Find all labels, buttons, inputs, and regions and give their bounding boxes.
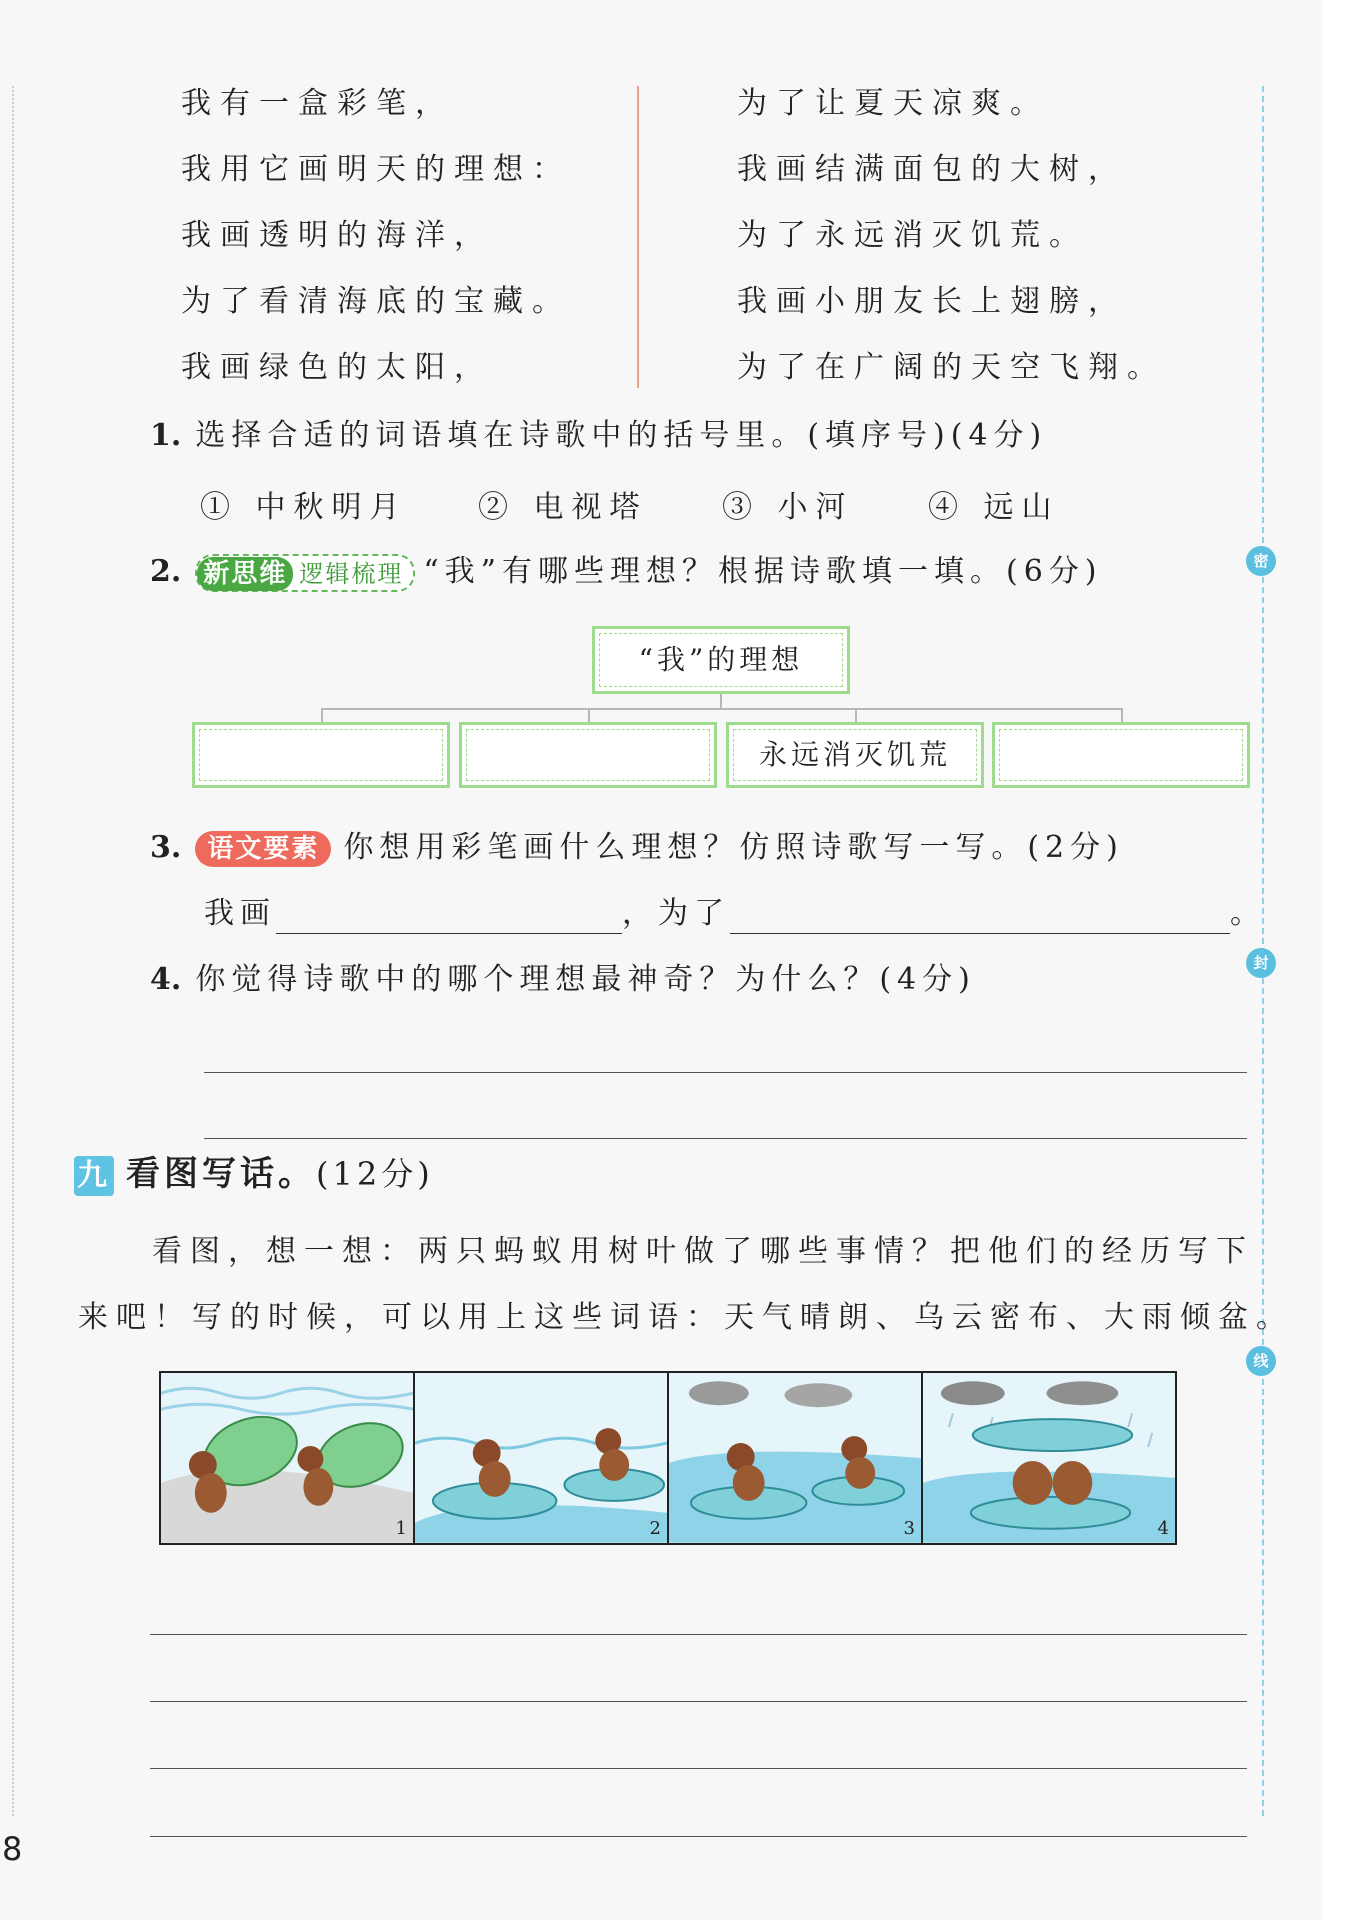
option-1: ① 中秋明月 bbox=[200, 490, 408, 525]
badge-main-label: 新思维 bbox=[197, 557, 293, 591]
poem-line: 我用它画明天的理想： bbox=[181, 152, 571, 187]
question-text: 你想用彩笔画什么理想？仿照诗歌写一写。(2分) bbox=[343, 830, 1124, 865]
poem-line: 我画小朋友长上翅膀， bbox=[737, 284, 1127, 319]
ants-clouds-gathering-illustration bbox=[669, 1373, 921, 1543]
question-3 bbox=[150, 828, 1124, 868]
option-4: ④ 远山 bbox=[928, 490, 1060, 525]
writing-line[interactable] bbox=[150, 1836, 1247, 1837]
answer-blank-1[interactable] bbox=[276, 895, 622, 934]
answer-box[interactable] bbox=[459, 722, 717, 788]
section-score: (12分) bbox=[316, 1155, 434, 1193]
section-9-title bbox=[74, 1146, 434, 1196]
fill-mid: ，为了 bbox=[622, 896, 730, 931]
question-4 bbox=[150, 960, 976, 1000]
panel-number: 2 bbox=[649, 1518, 661, 1539]
question-text: 选择合适的词语填在诗歌中的括号里。(填序号)(4分) bbox=[195, 418, 1048, 453]
question-number: 3. bbox=[150, 830, 182, 865]
ants-carrying-leaves-illustration bbox=[161, 1373, 413, 1543]
seal-mark-mi: 密 bbox=[1246, 546, 1276, 576]
seal-mark-xian: 线 bbox=[1246, 1346, 1276, 1376]
poem-left-column bbox=[181, 84, 571, 414]
chinese-element-badge: 语文要素 bbox=[195, 831, 331, 867]
picture-strip bbox=[159, 1371, 1177, 1545]
section-number: 九 bbox=[74, 1156, 114, 1196]
writing-line[interactable] bbox=[150, 1701, 1247, 1702]
ants-sheltering-from-rain-illustration bbox=[923, 1373, 1175, 1543]
poem-line: 我画绿色的太阳， bbox=[181, 350, 493, 385]
connector bbox=[1121, 708, 1123, 722]
instruction-line-1: 看图，想一想：两只蚂蚁用树叶做了哪些事情？把他们的经历写下 bbox=[152, 1234, 1254, 1269]
picture-panel-2 bbox=[415, 1373, 669, 1543]
writing-line[interactable] bbox=[150, 1768, 1247, 1769]
poem-line: 为了永远消灭饥荒。 bbox=[737, 218, 1088, 253]
panel-number: 3 bbox=[903, 1518, 915, 1539]
question-number: 2. bbox=[150, 554, 182, 589]
panel-number: 1 bbox=[395, 1518, 407, 1539]
question-number: 1. bbox=[150, 418, 182, 453]
diagram-root-box bbox=[592, 626, 850, 694]
question-2 bbox=[150, 552, 1103, 592]
instruction-line-2: 来吧！写的时候，可以用上这些词语：天气晴朗、乌云密布、大雨倾盆。 bbox=[78, 1300, 1294, 1335]
q3-fill-line bbox=[204, 894, 1266, 934]
question-text: 你觉得诗歌中的哪个理想最神奇？为什么？(4分) bbox=[195, 962, 976, 997]
fill-prefix: 我画 bbox=[204, 896, 276, 931]
answer-line[interactable] bbox=[204, 1072, 1247, 1073]
answer-box[interactable] bbox=[192, 722, 450, 788]
fill-end: 。 bbox=[1230, 896, 1266, 931]
poem-line: 为了看清海底的宝藏。 bbox=[181, 284, 571, 319]
answer-line[interactable] bbox=[204, 1138, 1247, 1139]
option-3: ③ 小河 bbox=[722, 490, 854, 525]
root-label: “我”的理想 bbox=[638, 643, 804, 676]
page-number: 8 bbox=[2, 1830, 23, 1868]
poem-line: 我画透明的海洋， bbox=[181, 218, 493, 253]
poem-line: 我有一盒彩笔， bbox=[181, 86, 454, 121]
seal-mark-feng: 封 bbox=[1246, 948, 1276, 978]
connector bbox=[720, 694, 722, 708]
picture-panel-1 bbox=[161, 1373, 415, 1543]
poem-line: 为了在广阔的天空飞翔。 bbox=[737, 350, 1166, 385]
panel-number: 4 bbox=[1157, 1518, 1169, 1539]
poem-line: 我画结满面包的大树， bbox=[737, 152, 1127, 187]
poem-line: 为了让夏天凉爽。 bbox=[737, 86, 1049, 121]
connector bbox=[321, 708, 323, 722]
poem-right-column bbox=[737, 84, 1166, 414]
poem-divider bbox=[637, 86, 639, 388]
ants-on-leaf-boats-illustration bbox=[415, 1373, 667, 1543]
connector bbox=[321, 708, 1121, 710]
option-2: ② 电视塔 bbox=[478, 490, 648, 525]
question-1 bbox=[150, 416, 1047, 456]
answer-box-text: 永远消灭饥荒 bbox=[758, 738, 951, 771]
connector bbox=[588, 708, 590, 722]
connector bbox=[855, 708, 857, 722]
picture-panel-4 bbox=[923, 1373, 1175, 1543]
left-margin-line bbox=[12, 86, 14, 1816]
question-text: “我”有哪些理想？根据诗歌填一填。(6分) bbox=[423, 554, 1103, 589]
section-title-text: 看图写话。 bbox=[126, 1154, 316, 1194]
answer-blank-2[interactable] bbox=[730, 895, 1230, 934]
writing-line[interactable] bbox=[150, 1634, 1247, 1635]
picture-panel-3 bbox=[669, 1373, 923, 1543]
badge-sub-label: 逻辑梳理 bbox=[299, 560, 404, 588]
answer-box-filled bbox=[726, 722, 984, 788]
question-number: 4. bbox=[150, 962, 182, 997]
logic-badge bbox=[195, 554, 415, 592]
answer-box[interactable] bbox=[992, 722, 1250, 788]
